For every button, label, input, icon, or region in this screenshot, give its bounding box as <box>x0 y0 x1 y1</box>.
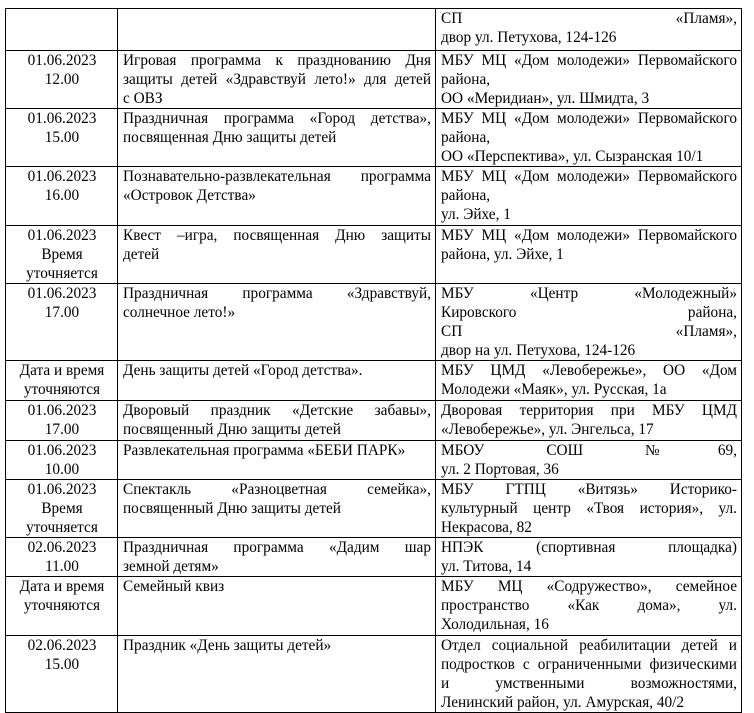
table-row <box>6 109 742 167</box>
event-line: «Островок Детства» <box>123 187 256 204</box>
event-line: посвященная Дню защиты детей <box>123 129 337 146</box>
event-line: детей <box>123 246 160 263</box>
event-cell <box>118 361 436 401</box>
date-cell <box>6 109 118 167</box>
date-line: 11.00 <box>45 558 79 575</box>
date-line: 01.06.2023 <box>27 481 97 498</box>
place-line: двор на ул. Петухова, 124-126 <box>441 342 636 359</box>
date-cell <box>6 577 118 636</box>
place-line: Кировского района, <box>441 304 737 321</box>
place-line: Дворовая территория при МБУ ЦМД <box>441 402 737 419</box>
event-cell <box>118 109 436 167</box>
event-line: Познавательно-развлекательная программа <box>123 168 431 185</box>
place-cell <box>436 167 742 226</box>
place-line: СП «Пламя», <box>441 323 737 340</box>
event-cell <box>118 480 436 538</box>
place-line: МБОУ СОШ №69, <box>441 442 737 459</box>
place-cell <box>436 361 742 401</box>
date-line: Дата и время <box>19 578 105 595</box>
date-cell <box>6 480 118 538</box>
date-cell <box>6 401 118 441</box>
table-row <box>6 51 742 109</box>
place-line: двор ул. Петухова, 124-126 <box>441 29 617 46</box>
place-line: ул. Эйхе, 1 <box>441 206 511 223</box>
event-cell <box>118 577 436 636</box>
date-cell <box>6 361 118 401</box>
place-cell <box>436 538 742 577</box>
event-cell <box>118 9 436 51</box>
place-line: культурный центр «Твоя история», ул. <box>441 500 737 517</box>
place-line: района, <box>441 129 491 146</box>
date-cell <box>6 167 118 226</box>
date-line: Дата и время <box>19 362 105 379</box>
event-line: земной детям» <box>123 558 219 575</box>
date-line: Время <box>41 500 83 517</box>
table-row <box>6 480 742 538</box>
date-cell <box>6 538 118 577</box>
place-cell <box>436 109 742 167</box>
place-cell <box>436 636 742 713</box>
place-line: ул. 2 Портовая, 36 <box>441 461 559 478</box>
place-line: СП «Пламя», <box>441 10 737 27</box>
date-line: 01.06.2023 <box>27 442 97 459</box>
table-row <box>6 577 742 636</box>
place-line: МБУ МЦ «Дом молодежи» Первомайского <box>441 168 737 185</box>
table-row <box>6 538 742 577</box>
event-line: Семейный квиз <box>123 578 225 595</box>
place-line: Ленинский район, ул. Амурская, 40/2 <box>441 694 685 711</box>
place-line: района, <box>441 71 491 88</box>
date-cell <box>6 636 118 713</box>
place-line: МБУ МЦ «Дом молодежи» Первомайского <box>441 52 737 69</box>
event-line: с ОВЗ <box>123 90 163 107</box>
place-cell <box>436 480 742 538</box>
event-line: солнечное лето!» <box>123 304 236 321</box>
place-line: МБУ МЦ «Дом молодежи» Первомайского <box>441 227 737 244</box>
table-row <box>6 284 742 361</box>
date-line: 01.06.2023 <box>27 110 97 127</box>
place-line: подростков с ограниченными физическими <box>441 656 737 673</box>
table-row <box>6 401 742 441</box>
place-line: Молодежи «Маяк», ул. Русская, 1а <box>441 381 667 398</box>
table-row <box>6 441 742 480</box>
date-line: уточняется <box>26 265 98 282</box>
date-cell <box>6 51 118 109</box>
event-cell <box>118 401 436 441</box>
date-cell <box>6 9 118 51</box>
date-line: Время <box>41 246 83 263</box>
place-cell <box>436 577 742 636</box>
date-line: 01.06.2023 <box>27 227 97 244</box>
table-row <box>6 636 742 713</box>
event-cell <box>118 441 436 480</box>
date-line: 01.06.2023 <box>27 402 97 419</box>
table-row <box>6 9 742 51</box>
date-line: 17.00 <box>44 421 80 438</box>
place-cell <box>436 51 742 109</box>
place-line: МБУ МЦ «Дом молодежи» Первомайского <box>441 110 737 127</box>
event-line: Праздничная программа «Город детства», <box>123 110 431 127</box>
date-line: 01.06.2023 <box>27 168 97 185</box>
place-line: ОО «Перспектива», ул. Сызранская 10/1 <box>441 148 704 165</box>
place-cell <box>436 226 742 284</box>
place-line: пространство «Как дома», ул. <box>441 597 737 614</box>
place-line: района, <box>441 187 491 204</box>
date-line: 02.06.2023 <box>27 539 97 556</box>
place-line: и умственными возможностями, <box>441 675 737 692</box>
event-cell <box>118 51 436 109</box>
date-line: 10.00 <box>44 461 80 478</box>
table-row <box>6 361 742 401</box>
event-line: Дворовый праздник «Детские забавы», <box>123 402 431 419</box>
date-line: 02.06.2023 <box>27 637 97 654</box>
place-line: ОО «Меридиан», ул. Шмидта, 3 <box>441 90 650 107</box>
place-line: МБУ «Центр «Молодежный» <box>441 285 737 302</box>
place-line: Некрасова, 82 <box>441 519 532 536</box>
event-cell <box>118 284 436 361</box>
events-table-body <box>6 9 742 713</box>
date-line: уточняются <box>23 381 101 398</box>
place-line: МБУ МЦ «Содружество», семейное <box>441 578 737 595</box>
date-line: уточняются <box>23 597 101 614</box>
place-line: ул. Титова, 14 <box>441 558 532 575</box>
date-line: 16.00 <box>44 187 80 204</box>
table-row <box>6 226 742 284</box>
event-line: защиты детей «Здравствуй лето!» для детей <box>123 71 431 88</box>
event-line: Игровая программа к празднованию Дня <box>123 52 431 69</box>
date-line: 15.00 <box>44 656 80 673</box>
date-line: 01.06.2023 <box>27 52 97 69</box>
event-line: Развлекательная программа «БЕБИ ПАРК» <box>123 442 406 459</box>
event-cell <box>118 636 436 713</box>
place-line: НПЭК (спортивная площадка) <box>441 539 737 556</box>
date-line: 15.00 <box>44 129 80 146</box>
place-line: МБУ ЦМД «Левобережье», ОО «Дом <box>441 362 737 379</box>
date-cell <box>6 284 118 361</box>
event-line: Спектакль «Разноцветная семейка», <box>123 481 431 498</box>
date-cell <box>6 441 118 480</box>
place-cell <box>436 9 742 51</box>
place-line: района, ул. Эйхе, 1 <box>441 246 564 263</box>
date-line: 12.00 <box>44 71 80 88</box>
event-line: Праздничная программа «Дадим шар <box>123 539 431 556</box>
event-line: посвященный Дню защиты детей <box>123 500 341 517</box>
events-table <box>5 8 742 713</box>
date-cell <box>6 226 118 284</box>
place-cell <box>436 401 742 441</box>
place-line: Отдел социальной реабилитации детей и <box>441 637 737 654</box>
event-line: Праздник «День защиты детей» <box>123 637 332 654</box>
event-line: посвященный Дню защиты детей <box>123 421 341 438</box>
event-line: Квест –игра, посвященная Дню защиты <box>123 227 431 244</box>
place-cell <box>436 441 742 480</box>
table-row <box>6 167 742 226</box>
place-line: Холодильная, 16 <box>441 616 549 633</box>
date-line: уточняется <box>26 519 98 536</box>
event-cell <box>118 538 436 577</box>
event-cell <box>118 226 436 284</box>
event-cell <box>118 167 436 226</box>
place-cell <box>436 284 742 361</box>
date-line: 17.00 <box>44 304 80 321</box>
place-line: «Левобережье», ул. Энгельса, 17 <box>441 421 654 438</box>
event-line: Праздничная программа «Здравствуй, <box>123 285 431 302</box>
event-line: День защиты детей «Город детства». <box>123 362 363 379</box>
place-line: МБУ ГТПЦ «Витязь» Историко- <box>441 481 737 498</box>
date-line: 01.06.2023 <box>27 285 97 302</box>
